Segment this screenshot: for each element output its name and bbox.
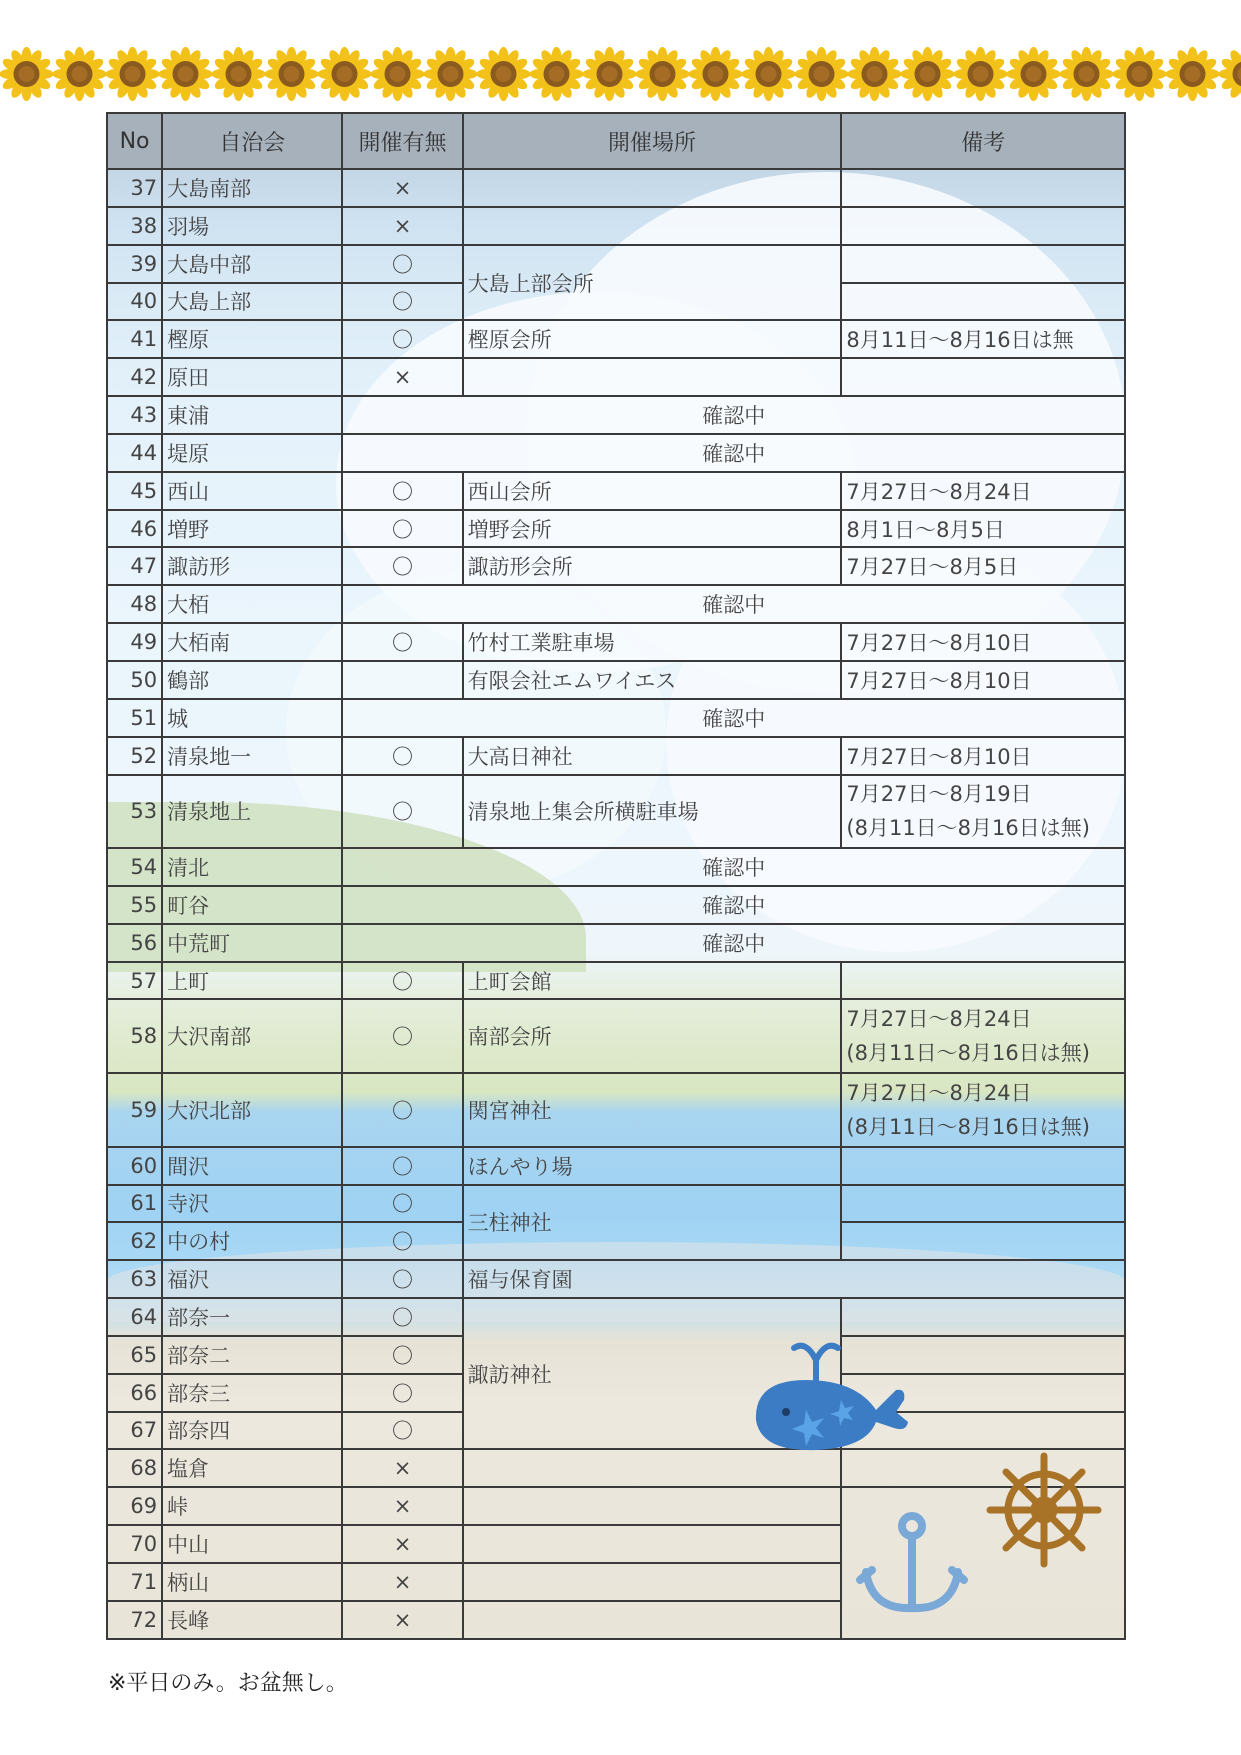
row-name: 間沢 [162,1147,342,1185]
table-row [107,245,1125,283]
row-no: 53 [107,775,162,849]
header-no: No [107,113,162,169]
sunflower-icon [53,42,106,106]
row-notes [841,1222,1125,1260]
notes-line-1: 7月27日～8月24日 [846,1080,1032,1105]
table-row [107,1487,1125,1525]
row-status: 確認中 [342,585,1125,623]
row-held: 〇 [342,737,462,775]
row-held: 〇 [342,1374,462,1412]
row-held: 〇 [342,1298,462,1336]
row-name: 柄山 [162,1563,342,1601]
row-held [342,661,462,699]
row-venue: 清泉地上集会所横駐車場 [463,775,842,849]
table-row [107,737,1125,775]
row-no: 70 [107,1525,162,1563]
table-row [107,848,1125,886]
sunflower-icon [212,42,265,106]
sunflower-icon [424,42,477,106]
row-status: 確認中 [342,886,1125,924]
header-notes: 備考 [841,113,1125,169]
row-held: × [342,358,462,396]
notes-line-2: (8月11日～8月16日は無) [846,1114,1090,1139]
row-no: 49 [107,623,162,661]
row-name: 増野 [162,510,342,548]
row-venue: 大島上部会所 [463,245,842,321]
row-held: × [342,169,462,207]
row-venue: 増野会所 [463,510,842,548]
row-held: × [342,1563,462,1601]
footer-note: ※平日のみ。お盆無し。 [108,1671,348,1696]
row-held: 〇 [342,1185,462,1223]
row-notes: 7月27日～8月10日 [841,737,1125,775]
row-held: × [342,1487,462,1525]
row-notes: 7月27日～8月24日 [841,472,1125,510]
row-no: 38 [107,207,162,245]
table-row [107,924,1125,962]
row-name: 鶴部 [162,661,342,699]
row-venue: 有限会社エムワイエス [463,661,842,699]
row-venue [463,358,842,396]
row-name: 清泉地上 [162,775,342,849]
row-notes [841,1147,1125,1185]
row-notes [841,358,1125,396]
row-no: 47 [107,547,162,585]
sunflower-icon [795,42,848,106]
row-name: 町谷 [162,886,342,924]
row-name: 峠 [162,1487,342,1525]
table-header-row [107,113,1125,169]
row-no: 56 [107,924,162,962]
row-held: 〇 [342,1222,462,1260]
row-name: 城 [162,699,342,737]
row-no: 64 [107,1298,162,1336]
row-notes: 7月27日～8月10日 [841,623,1125,661]
row-venue [463,1601,842,1639]
row-notes: 8月11日～8月16日は無 [841,320,1125,358]
sunflower-icon [583,42,636,106]
row-notes: 7月27日～8月5日 [841,547,1125,585]
row-held: 〇 [342,999,462,1073]
row-no: 50 [107,661,162,699]
sunflower-icon [1060,42,1113,106]
row-held: 〇 [342,962,462,1000]
whale-icon [746,1340,916,1460]
row-venue [463,169,842,207]
table-row [107,1449,1125,1487]
table-row [107,699,1125,737]
row-no: 46 [107,510,162,548]
row-name: 上町 [162,962,342,1000]
row-held: × [342,1449,462,1487]
table-row [107,1185,1125,1223]
row-no: 41 [107,320,162,358]
sunflower-icon [477,42,530,106]
table-row [107,1073,1125,1147]
row-no: 51 [107,699,162,737]
row-venue: 福与保育園 [463,1260,1125,1298]
row-no: 63 [107,1260,162,1298]
row-no: 60 [107,1147,162,1185]
table-row [107,623,1125,661]
notes-line-2: (8月11日～8月16日は無) [846,1041,1090,1066]
row-venue: 諏訪形会所 [463,547,842,585]
notes-line-1: 7月27日～8月24日 [846,1007,1032,1032]
row-venue [463,1487,842,1525]
row-notes [841,245,1125,283]
table-row [107,169,1125,207]
row-held: 〇 [342,510,462,548]
row-no: 66 [107,1374,162,1412]
row-name: 中荒町 [162,924,342,962]
sunflower-icon [1007,42,1060,106]
sunflower-icon [848,42,901,106]
row-held: × [342,1525,462,1563]
row-name: 大沢南部 [162,999,342,1073]
row-status: 確認中 [342,396,1125,434]
row-held: 〇 [342,1073,462,1147]
schedule-table-area [106,112,1126,1640]
row-notes [841,1185,1125,1223]
sunflower-icon [159,42,212,106]
row-no: 62 [107,1222,162,1260]
row-notes [841,1073,1125,1147]
sunflower-icon [530,42,583,106]
row-no: 69 [107,1487,162,1525]
row-name: 塩倉 [162,1449,342,1487]
row-name: 大栢南 [162,623,342,661]
row-notes [841,169,1125,207]
row-name: 大島中部 [162,245,342,283]
row-name: 大島南部 [162,169,342,207]
table-row [107,1260,1125,1298]
row-no: 45 [107,472,162,510]
sunflower-icon [106,42,159,106]
row-name: 長峰 [162,1601,342,1639]
row-no: 57 [107,962,162,1000]
table-row [107,585,1125,623]
row-no: 67 [107,1412,162,1450]
row-venue: 南部会所 [463,999,842,1073]
row-name: 大沢北部 [162,1073,342,1147]
row-held: 〇 [342,1336,462,1374]
row-notes [841,962,1125,1000]
row-held: 〇 [342,1147,462,1185]
row-status: 確認中 [342,434,1125,472]
table-row [107,358,1125,396]
sunflower-icon [265,42,318,106]
row-name: 部奈一 [162,1298,342,1336]
table-row [107,661,1125,699]
row-name: 福沢 [162,1260,342,1298]
notes-line-2: (8月11日～8月16日は無) [846,816,1090,841]
row-venue: 竹村工業駐車場 [463,623,842,661]
table-row [107,207,1125,245]
row-held: 〇 [342,1260,462,1298]
sunflower-icon [0,42,53,106]
row-held: 〇 [342,245,462,283]
row-venue [463,207,842,245]
row-name: 西山 [162,472,342,510]
row-no: 71 [107,1563,162,1601]
table-row [107,1298,1125,1336]
sunflower-icon [636,42,689,106]
row-status: 確認中 [342,848,1125,886]
row-venue [463,1525,842,1563]
row-name: 清泉地一 [162,737,342,775]
row-name: 清北 [162,848,342,886]
sunflower-icon [371,42,424,106]
row-notes: 8月1日～8月5日 [841,510,1125,548]
row-venue: 諏訪神社 [463,1298,842,1449]
row-notes [841,999,1125,1073]
table-row [107,396,1125,434]
row-name: 諏訪形 [162,547,342,585]
row-held: 〇 [342,547,462,585]
ship-wheel-icon [986,1452,1102,1568]
sunflower-icon [901,42,954,106]
row-notes [841,207,1125,245]
row-held: × [342,1601,462,1639]
table-row [107,320,1125,358]
anchor-icon [852,1510,972,1620]
row-no: 55 [107,886,162,924]
row-venue: 西山会所 [463,472,842,510]
row-venue: 関宮神社 [463,1073,842,1147]
row-name: 部奈四 [162,1412,342,1450]
row-no: 40 [107,283,162,321]
row-held: 〇 [342,472,462,510]
row-name: 大栢 [162,585,342,623]
row-venue: 大高日神社 [463,737,842,775]
sunflower-icon [689,42,742,106]
row-name: 部奈二 [162,1336,342,1374]
row-venue: 上町会館 [463,962,842,1000]
row-no: 43 [107,396,162,434]
table-row [107,1147,1125,1185]
row-name: 羽場 [162,207,342,245]
row-venue: 三柱神社 [463,1185,842,1261]
row-no: 72 [107,1601,162,1639]
sunflower-icon [954,42,1007,106]
row-held: × [342,207,462,245]
sunflower-icon [1113,42,1166,106]
row-no: 54 [107,848,162,886]
row-status: 確認中 [342,699,1125,737]
row-notes: 7月27日～8月10日 [841,661,1125,699]
row-no: 39 [107,245,162,283]
row-held: 〇 [342,623,462,661]
sunflower-icon [742,42,795,106]
row-no: 68 [107,1449,162,1487]
table-row [107,886,1125,924]
row-held: 〇 [342,283,462,321]
row-name: 堤原 [162,434,342,472]
table-row [107,999,1125,1073]
row-no: 42 [107,358,162,396]
table-row [107,962,1125,1000]
row-venue: ほんやり場 [463,1147,842,1185]
row-notes [841,283,1125,321]
row-held: 〇 [342,775,462,849]
row-no: 52 [107,737,162,775]
row-no: 58 [107,999,162,1073]
sunflower-icon [1219,42,1241,106]
header-venue: 開催場所 [463,113,842,169]
row-held: 〇 [342,320,462,358]
row-status: 確認中 [342,924,1125,962]
row-name: 大島上部 [162,283,342,321]
row-name: 中の村 [162,1222,342,1260]
schedule-table [106,112,1126,1640]
row-name: 原田 [162,358,342,396]
row-held: 〇 [342,1412,462,1450]
row-no: 48 [107,585,162,623]
sunflower-icon [318,42,371,106]
row-name: 中山 [162,1525,342,1563]
row-name: 樫原 [162,320,342,358]
table-row [107,434,1125,472]
row-venue: 樫原会所 [463,320,842,358]
row-no: 44 [107,434,162,472]
table-row [107,472,1125,510]
sunflower-icon [1166,42,1219,106]
row-no: 59 [107,1073,162,1147]
row-name: 東浦 [162,396,342,434]
table-row [107,775,1125,849]
row-no: 37 [107,169,162,207]
row-notes [841,1298,1125,1336]
sunflower-border [0,42,1241,112]
table-row [107,547,1125,585]
table-row [107,510,1125,548]
row-notes [841,775,1125,849]
notes-line-1: 7月27日～8月19日 [846,782,1032,807]
header-association: 自治会 [162,113,342,169]
row-no: 61 [107,1185,162,1223]
row-name: 寺沢 [162,1185,342,1223]
row-name: 部奈三 [162,1374,342,1412]
row-venue [463,1563,842,1601]
header-held: 開催有無 [342,113,462,169]
row-no: 65 [107,1336,162,1374]
